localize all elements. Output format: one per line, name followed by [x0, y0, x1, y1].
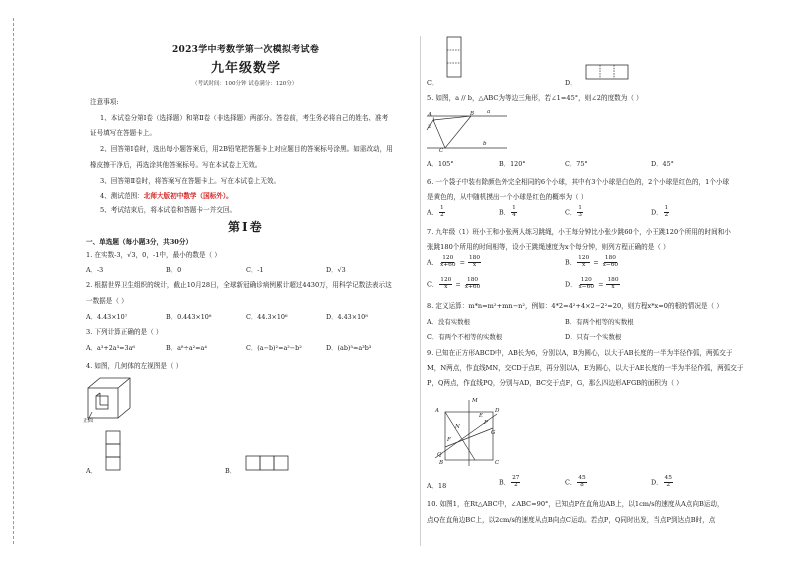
- q9-label-N: N: [455, 424, 460, 430]
- q9-option-a: A．18: [427, 482, 447, 490]
- q2-option-c: C．44.3×10⁶: [246, 313, 288, 321]
- q4-solid-figure: [86, 376, 134, 422]
- q7-b-left: [577, 256, 590, 269]
- q9-label-P: P: [484, 420, 488, 426]
- q1-option-b: B．0: [166, 266, 182, 274]
- notice-item-5: 5、考试结束后，将本试卷和答题卡一并交回。: [100, 206, 237, 214]
- q9-stem-3: P，Q两点，作直线PQ，分别与AD，BC交于点F，G，那么四边形AFGB的面积为（ ）: [427, 379, 683, 387]
- q4-option-a: A．: [86, 467, 98, 475]
- q5-label-a: a: [487, 109, 491, 115]
- q5-label-1: 1: [432, 117, 436, 123]
- q8-option-b: B．有两个相等的实数根: [565, 318, 634, 326]
- q6-stem: 6. 一个袋子中装有除颜色外完全相同的6个小球，其中有3个小球是白色的，2个小球是红色的，1个小球: [427, 178, 730, 186]
- q2-option-a: A．4.43×10⁷: [86, 313, 128, 321]
- notice-item-2: 2、回答第Ⅰ卷时，选出每小题答案后，用2B铅笔把答题卡上对应题目的答案标号涂黑。如需改动，用: [100, 145, 393, 153]
- q9-c-num: 45: [578, 475, 586, 481]
- q7-c4: x+60: [464, 283, 481, 290]
- q6-a-den: 2: [440, 211, 444, 218]
- q9-stem-2: M，N两点，作直线MN，交CD于点E，再分别以A，E为圆心，以大于AE长度的一半为半径作弧，两弧交于: [427, 364, 744, 372]
- q9-c-den: 8: [580, 481, 584, 488]
- q9-label-M: M: [472, 398, 478, 404]
- q7-d4: x: [611, 283, 615, 290]
- q1-stem: 1. 在实数-3，√3，0，-1中，最小的数是（ ）: [86, 251, 221, 259]
- q9-b-den: 2: [513, 481, 518, 488]
- q5-label-B: B: [470, 111, 475, 117]
- q9-label-G: G: [491, 430, 496, 436]
- q6-option-a: [427, 206, 446, 219]
- q7-a-left: [439, 256, 457, 269]
- q4-option-d: D．: [565, 79, 577, 87]
- q7-b1: 120: [578, 255, 590, 261]
- q2-stem: 2. 根据世界卫生组织的统计，截止10月28日，全球新冠确诊病例累计超过4430万，用科学记数法表示这: [86, 281, 392, 289]
- q4-option-d-figure: [585, 64, 629, 80]
- q8-option-a: A．没有实数根: [427, 318, 470, 326]
- q6-option-d-letter: D．: [651, 208, 663, 217]
- q7-stem: 7. 九年级（1）班小王和小张两人练习跳绳，小王每分钟比小张少跳60个，小王跳120个所用的时间和小: [427, 228, 731, 236]
- q4-option-b-figure: [245, 455, 289, 471]
- q7-b3: 180: [604, 255, 616, 261]
- q6-option-c-fraction: [577, 206, 583, 219]
- notice-item-1b: 证号填写在答题卡上。: [90, 129, 156, 137]
- q6-option-d: [651, 206, 670, 219]
- q7-option-a-letter: A．: [427, 258, 439, 267]
- notice-item-2b: 橡皮擦干净后，再选涂其他答案标号。写在本试卷上无效。: [90, 161, 262, 169]
- notice-scope: 北师大版初中数学（国标外）。: [143, 192, 233, 200]
- q9-d-den: 2: [666, 481, 671, 488]
- q5-label-2: 2: [428, 124, 432, 130]
- q9-option-d: [651, 476, 674, 489]
- q7-c-left: [439, 278, 452, 291]
- q3-option-d: D．(ab)³=a³b³: [326, 344, 372, 352]
- q7-d3: 180: [607, 277, 619, 283]
- section-title: 第Ⅰ卷: [228, 220, 264, 234]
- q6-option-a-fraction: [439, 206, 445, 219]
- q9-b-num: 27: [512, 475, 520, 481]
- q9-label-Q: Q: [437, 452, 442, 458]
- q7-a4: x: [472, 261, 477, 268]
- q9-option-b-fraction: [511, 476, 520, 489]
- notice-heading: 注意事项:: [90, 98, 119, 106]
- q7-b2: x: [581, 261, 586, 268]
- q2-stem-2: 一数据是（ ）: [86, 297, 128, 305]
- q1-option-a: A．-3: [86, 266, 104, 274]
- q7-option-c: C． $\frac{120}{x}$ = $\frac{180}{x+60}$: [427, 277, 481, 290]
- q10-stem-2: 点Q在直角边BC上，以2cm/s的速度从点B向点C运动。若点P，Q同时出发，当点P到达点B时，点: [427, 516, 716, 524]
- q9-label-D: D: [495, 408, 500, 414]
- q7-c2: x: [444, 283, 448, 290]
- q6-a-num: 1: [440, 205, 444, 211]
- q9-label-E: E: [479, 413, 484, 419]
- q5-label-A: A: [428, 112, 432, 118]
- part-title: 一、单选题（每小题3分，共30分）: [86, 238, 193, 246]
- q5-label-C: C: [439, 148, 444, 154]
- q8-stem: 8. 定义运算：m*n=m²+mn−n²，例如：4*2=4²+4×2−2²=20，则方程x*x=0的根的情况是（ ）: [427, 302, 723, 310]
- q10-stem: 10. 如图1，在Rt△ABC中，∠ABC=90°，已知点P在直角边AB上，以1cm/s的速度从A点向B运动，: [427, 500, 724, 508]
- q4-front-label: 正面: [83, 418, 94, 424]
- q7-b4: x−60: [602, 261, 619, 268]
- right-column: [425, 0, 770, 562]
- q9-label-C: C: [495, 460, 500, 466]
- q3-option-c: C．(a−b)²=a²−b²: [246, 344, 302, 352]
- q3-option-a: A．a³+2a³=3a⁶: [86, 344, 135, 352]
- q9-option-d-fraction: [664, 476, 673, 489]
- q6-option-b: [499, 206, 518, 219]
- q3-option-b: B．a⁸÷a²=a⁴: [166, 344, 207, 352]
- q5-option-b: B．120°: [499, 160, 526, 168]
- q7-c-right: [464, 278, 482, 291]
- column-divider: [420, 36, 421, 546]
- q6-option-b-fraction: [511, 206, 517, 219]
- q6-option-b-letter: B．: [499, 208, 511, 217]
- q9-label-A: A: [435, 408, 439, 414]
- notice-item-1: 1、本试卷分第Ⅰ卷（选择题）和第Ⅱ卷（非选择题）两部分。答卷前，考生务必将自己的姓名、准考: [100, 114, 389, 122]
- q9-stem: 9. 已知在正方形ABCD中，AB长为6，分别以A，B为圆心，以大于AB长度的一半为半径作弧，两弧交于: [427, 349, 733, 357]
- q7-option-b: B． $\frac{120}{x}$ = $\frac{180}{x-60}$: [565, 255, 619, 268]
- q5-option-a: A．105°: [427, 160, 454, 168]
- q5-option-d: D．45°: [651, 160, 674, 168]
- q4-stem: 4. 如图，几何体的左视图是（ ）: [86, 362, 183, 370]
- q7-option-a: A． $\frac{120}{x+60}$ = $\frac{180}{x}$: [427, 255, 481, 268]
- q6-option-a-letter: A．: [427, 208, 439, 217]
- q8-option-c: C．有两个不相等的实数根: [427, 333, 503, 341]
- q7-c1: 120: [440, 277, 452, 283]
- q4-option-a-figure: [105, 430, 121, 472]
- q9-option-c-letter: C．: [565, 478, 577, 487]
- q7-a3: 180: [468, 255, 481, 261]
- left-column: [80, 0, 415, 562]
- q1-option-d: D．√3: [326, 266, 346, 274]
- q6-option-c-letter: C．: [565, 208, 577, 217]
- q7-option-d: D． $\frac{120}{x-60}$ = $\frac{180}{x}$: [565, 277, 619, 290]
- q7-d-right: [606, 278, 619, 291]
- q7-c3: 180: [467, 277, 479, 283]
- q5-option-c: C．75°: [565, 160, 588, 168]
- q6-d-den: 2: [664, 211, 669, 218]
- q4-option-b: B．: [225, 467, 237, 475]
- q2-option-d: D．4.43×10⁸: [326, 313, 368, 321]
- binding-strip: [0, 0, 26, 562]
- q9-option-b-letter: B．: [499, 478, 511, 487]
- notice-item-4-label: 4、测试范围：: [100, 192, 144, 200]
- q9-label-F: F: [447, 437, 451, 443]
- q3-stem: 3. 下列计算正确的是（ ）: [86, 328, 163, 336]
- q8-option-d: D．只有一个实数根: [565, 333, 622, 341]
- q9-d-num: 45: [664, 475, 672, 481]
- q6-b-den: 4: [512, 211, 516, 218]
- q2-option-b: B．0.443×10⁸: [166, 313, 212, 321]
- q6-option-c: [565, 206, 584, 219]
- binding-dashed-line: [13, 18, 14, 544]
- notice-item-4: [100, 192, 233, 201]
- q6-c-num: 1: [578, 205, 582, 211]
- q7-d-left: [578, 278, 596, 291]
- q7-d2: x−60: [578, 283, 595, 290]
- exam-title: 2023学中考数学第一次模拟考试卷: [172, 45, 320, 55]
- q7-option-d-letter: D．: [565, 280, 577, 289]
- q9-option-c: [565, 476, 588, 489]
- q5-label-b: b: [483, 141, 487, 147]
- q7-a-right: [468, 256, 481, 269]
- q4-option-c: C．: [427, 79, 439, 87]
- q4-option-c-figure: [446, 36, 462, 78]
- q9-option-b: [499, 476, 521, 489]
- q7-option-c-letter: C．: [427, 280, 439, 289]
- q7-a1: 120: [442, 255, 454, 261]
- q7-stem-2: 张跳180个所用的时间相等，设小王跳绳速度为x个每分钟，则列方程正确的是（ ）: [427, 243, 670, 251]
- q9-option-c-fraction: [577, 476, 586, 489]
- exam-subtitle: 九年级数学: [211, 61, 282, 76]
- q9-option-d-letter: D．: [651, 478, 663, 487]
- q6-c-den: 3: [578, 211, 582, 218]
- q9-label-B: B: [439, 460, 444, 466]
- q6-option-d-fraction: [664, 206, 670, 219]
- q5-stem: 5. 如图，a // b，△ABC为等边三角形，若∠1=45°，则∠2的度数为（ ）: [427, 94, 643, 102]
- q7-b-right: [602, 256, 620, 269]
- q7-option-b-letter: B．: [565, 258, 577, 267]
- q7-a2: x+60: [440, 261, 456, 268]
- q1-option-c: C．-1: [246, 266, 264, 274]
- exam-meta: （考试时间：100分钟 试卷满分：120分）: [192, 81, 298, 87]
- q7-d1: 120: [580, 277, 592, 283]
- q6-b-num: 1: [512, 205, 516, 211]
- q6-d-num: 1: [664, 205, 669, 211]
- notice-item-3: 3、回答第Ⅱ卷时，将答案写在答题卡上。写在本试卷上无效。: [100, 177, 281, 185]
- q6-stem-2: 是黄色的，从中随机摸出一个小球是红色的概率为（ ）: [427, 193, 588, 201]
